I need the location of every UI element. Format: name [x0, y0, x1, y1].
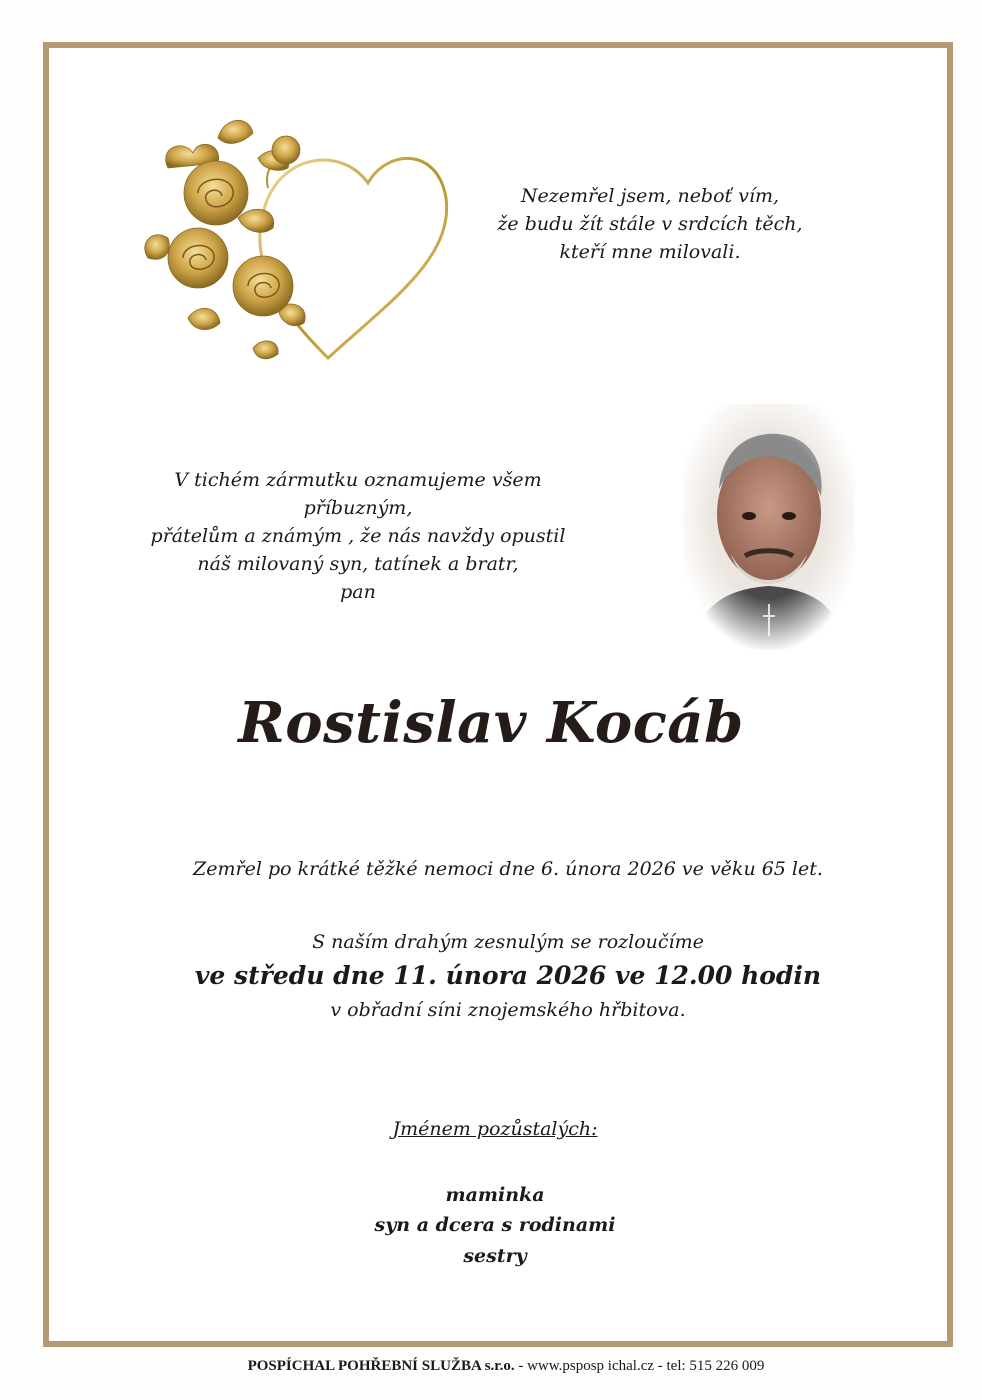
memorial-quote: [495, 182, 805, 266]
quote-line: kteří mne milovali.: [559, 241, 741, 264]
quote-line: že budu žít stále v srdcích těch,: [497, 213, 803, 236]
farewell-line: S naším drahým zesnulým se rozloučíme: [312, 931, 704, 953]
company-name: POSPÍCHAL POHŘEBNÍ SLUŽBA s.r.o.: [247, 1358, 515, 1374]
intro-line: pan: [340, 581, 376, 604]
mourner-item: maminka: [445, 1184, 545, 1206]
funeral-date-time: ve středu dne 11. února 2026 ve 12.00 hodin: [194, 961, 822, 990]
intro-line: náš milovaný syn, tatínek a bratr,: [197, 553, 519, 576]
gold-roses-heart-icon: [128, 108, 458, 378]
funeral-location: v obřadní síni znojemského hřbitova.: [330, 999, 686, 1021]
mourners-list: [290, 1180, 700, 1271]
contact-info: - www.psposp ichal.cz - tel: 515 226 009: [514, 1358, 765, 1374]
mourner-item: sestry: [463, 1244, 527, 1267]
intro-line: přátelům a známým , že nás navždy opustil: [150, 525, 566, 548]
death-details: Zemřel po krátké těžké nemoci dne 6. února 2026 ve věku 65 let.: [193, 858, 823, 880]
mourner-item: syn a dcera s rodinami: [374, 1214, 616, 1237]
on-behalf-heading: Jménem pozůstalých:: [392, 1118, 598, 1140]
portrait-photo: [683, 404, 855, 650]
announcement-intro: [118, 466, 598, 607]
funeral-details: [150, 928, 866, 1024]
funeral-service-footer: [100, 1358, 912, 1375]
quote-line: Nezemřel jsem, neboť vím,: [520, 185, 780, 207]
deceased-name: Rostislav Kocáb: [238, 690, 744, 756]
intro-line: V tichém zármutku oznamujeme všem příbuzným,: [174, 469, 542, 520]
